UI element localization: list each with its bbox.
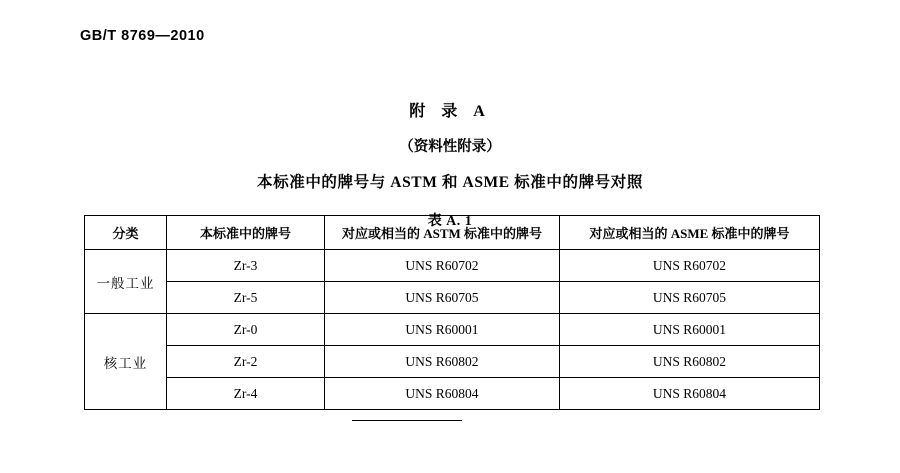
grade-cell: Zr-5 [167, 282, 325, 314]
astm-cell: UNS R60802 [325, 346, 560, 378]
grade-comparison-table-wrap [84, 215, 819, 410]
category-cell: 一般工业 [85, 250, 167, 314]
table-row [85, 282, 820, 314]
astm-cell: UNS R60804 [325, 378, 560, 410]
table-header-row [85, 216, 820, 250]
grade-cell: Zr-2 [167, 346, 325, 378]
annex-title: 附 录 A [409, 103, 491, 120]
annex-subtitle: （资料性附录） [399, 139, 501, 155]
table-caption: 表 A. 1 [427, 214, 473, 229]
astm-cell: UNS R60001 [325, 314, 560, 346]
footer-divider [352, 420, 462, 421]
category-cell: 核工业 [85, 314, 167, 410]
asme-cell: UNS R60702 [560, 250, 820, 282]
table-row [85, 346, 820, 378]
table-row [85, 378, 820, 410]
grade-cell: Zr-0 [167, 314, 325, 346]
table-row [85, 314, 820, 346]
column-header-asme-grade: 对应或相当的 ASME 标准中的牌号 [560, 216, 820, 250]
asme-cell: UNS R60705 [560, 282, 820, 314]
column-header-category: 分类 [85, 216, 167, 250]
annex-header-block [0, 98, 900, 230]
column-header-astm-grade: 对应或相当的 ASTM 标准中的牌号 [325, 216, 560, 250]
grade-comparison-table [84, 215, 820, 410]
grade-cell: Zr-3 [167, 250, 325, 282]
column-header-standard-grade: 本标准中的牌号 [167, 216, 325, 250]
asme-cell: UNS R60802 [560, 346, 820, 378]
grade-cell: Zr-4 [167, 378, 325, 410]
asme-cell: UNS R60001 [560, 314, 820, 346]
astm-cell: UNS R60702 [325, 250, 560, 282]
astm-cell: UNS R60705 [325, 282, 560, 314]
annex-heading: 本标准中的牌号与 ASTM 和 ASME 标准中的牌号对照 [257, 174, 643, 191]
table-row [85, 250, 820, 282]
asme-cell: UNS R60804 [560, 378, 820, 410]
standard-code-header: GB/T 8769—2010 [80, 28, 205, 44]
